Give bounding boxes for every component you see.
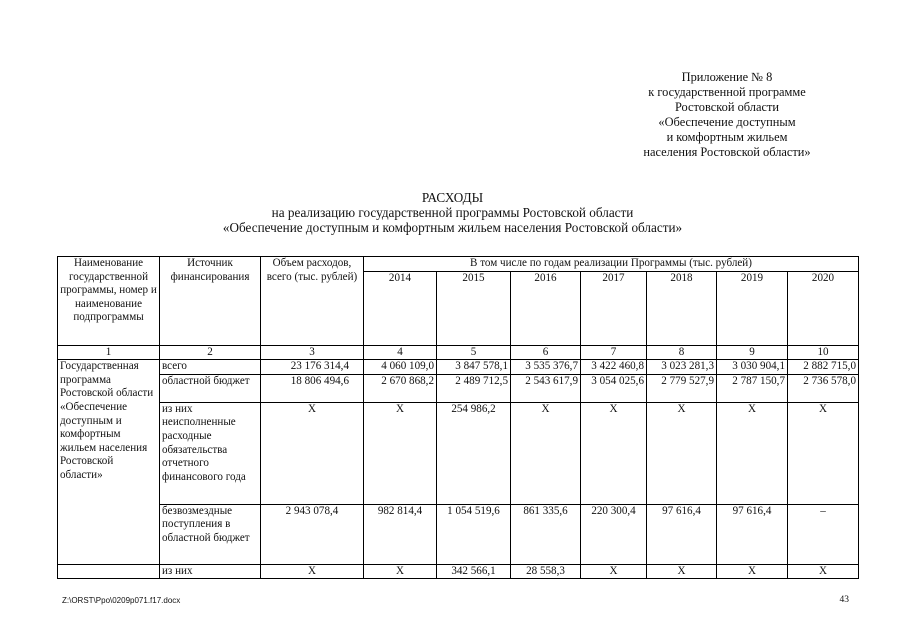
column-number: 3: [261, 345, 364, 360]
column-number: 5: [437, 345, 511, 360]
source-cell: областной бюджет: [160, 374, 261, 402]
appendix-line: к государственной программе: [648, 85, 806, 99]
program-name-cell: Государственная программа Ростовской области «Обеспечение доступным и комфортным жильем населения Ростовской области»: [58, 360, 160, 565]
year-value-cell: 2 882 715,0: [788, 360, 859, 375]
year-value-cell: Х: [717, 564, 788, 579]
year-value-cell: 1 054 519,6: [437, 504, 511, 564]
footer-page-number: 43: [839, 595, 849, 605]
header-year: 2017: [581, 271, 647, 345]
appendix-line: населения Ростовской области»: [643, 145, 811, 159]
expenses-table: [57, 256, 859, 579]
year-value-cell: 3 054 025,6: [581, 374, 647, 402]
header-year: 2019: [717, 271, 788, 345]
title-line: на реализацию государственной программы Ростовской области: [271, 205, 634, 220]
year-value-cell: 3 030 904,1: [717, 360, 788, 375]
year-value-cell: 2 787 150,7: [717, 374, 788, 402]
table-row: [58, 360, 859, 375]
year-value-cell: Х: [511, 402, 581, 504]
total-cell: Х: [261, 402, 364, 504]
column-numbers-row: [58, 345, 859, 360]
column-number: 6: [511, 345, 581, 360]
year-value-cell: 3 847 578,1: [437, 360, 511, 375]
column-number: 1: [58, 345, 160, 360]
year-value-cell: 3 023 281,3: [647, 360, 717, 375]
column-number: 9: [717, 345, 788, 360]
year-value-cell: Х: [364, 402, 437, 504]
year-value-cell: 97 616,4: [717, 504, 788, 564]
footer-file-path: Z:\ORST\Ppo\0209p071.f17.docx: [62, 596, 181, 605]
year-value-cell: 2 736 578,0: [788, 374, 859, 402]
source-cell: из них: [160, 564, 261, 579]
year-value-cell: Х: [581, 402, 647, 504]
header-year: 2014: [364, 271, 437, 345]
year-value-cell: 4 060 109,0: [364, 360, 437, 375]
total-cell: Х: [261, 564, 364, 579]
total-cell: 2 943 078,4: [261, 504, 364, 564]
table-row: [58, 504, 859, 564]
table-row: [58, 402, 859, 504]
total-cell: 23 176 314,4: [261, 360, 364, 375]
year-value-cell: 342 566,1: [437, 564, 511, 579]
appendix-header: [607, 70, 847, 160]
table-row: [58, 564, 859, 579]
year-value-cell: Х: [717, 402, 788, 504]
source-cell: из них неисполненные расходные обязательства отчетного финансового года: [160, 402, 261, 504]
column-number: 2: [160, 345, 261, 360]
header-year: 2016: [511, 271, 581, 345]
appendix-line: и комфортным жильем: [666, 130, 788, 144]
year-value-cell: Х: [647, 564, 717, 579]
header-row: [58, 257, 859, 272]
year-value-cell: 982 814,4: [364, 504, 437, 564]
year-value-cell: –: [788, 504, 859, 564]
year-value-cell: 254 986,2: [437, 402, 511, 504]
appendix-line: «Обеспечение доступным: [658, 115, 796, 129]
year-value-cell: 2 779 527,9: [647, 374, 717, 402]
source-cell: безвозмездные поступления в областной бюджет: [160, 504, 261, 564]
header-year: 2020: [788, 271, 859, 345]
year-value-cell: 3 535 376,7: [511, 360, 581, 375]
header-by-years: В том числе по годам реализации Программы (тыс. рублей): [364, 257, 859, 272]
appendix-line: Ростовской области: [674, 100, 780, 114]
column-number: 4: [364, 345, 437, 360]
year-value-cell: 3 422 460,8: [581, 360, 647, 375]
title-line: РАСХОДЫ: [421, 190, 484, 205]
year-value-cell: Х: [788, 564, 859, 579]
header-name: Наименование государственной программы, номер и наименование подпрограммы: [58, 257, 160, 346]
year-value-cell: Х: [364, 564, 437, 579]
year-value-cell: 2 489 712,5: [437, 374, 511, 402]
year-value-cell: 2 670 868,2: [364, 374, 437, 402]
year-value-cell: Х: [581, 564, 647, 579]
year-value-cell: 2 543 617,9: [511, 374, 581, 402]
program-name-continuation: [58, 564, 160, 579]
total-cell: 18 806 494,6: [261, 374, 364, 402]
year-value-cell: 97 616,4: [647, 504, 717, 564]
column-number: 8: [647, 345, 717, 360]
header-source: Источник финансирования: [160, 257, 261, 346]
appendix-line: Приложение № 8: [681, 70, 773, 84]
table-row: [58, 374, 859, 402]
year-value-cell: Х: [647, 402, 717, 504]
year-value-cell: 220 300,4: [581, 504, 647, 564]
column-number: 10: [788, 345, 859, 360]
source-cell: всего: [160, 360, 261, 375]
title-line: «Обеспечение доступным и комфортным жильем населения Ростовской области»: [222, 220, 683, 235]
year-value-cell: 28 558,3: [511, 564, 581, 579]
year-value-cell: 861 335,6: [511, 504, 581, 564]
header-year: 2018: [647, 271, 717, 345]
header-year: 2015: [437, 271, 511, 345]
column-number: 7: [581, 345, 647, 360]
year-value-cell: Х: [788, 402, 859, 504]
document-title: [0, 190, 905, 235]
header-total: Объем расходов, всего (тыс. рублей): [261, 257, 364, 346]
